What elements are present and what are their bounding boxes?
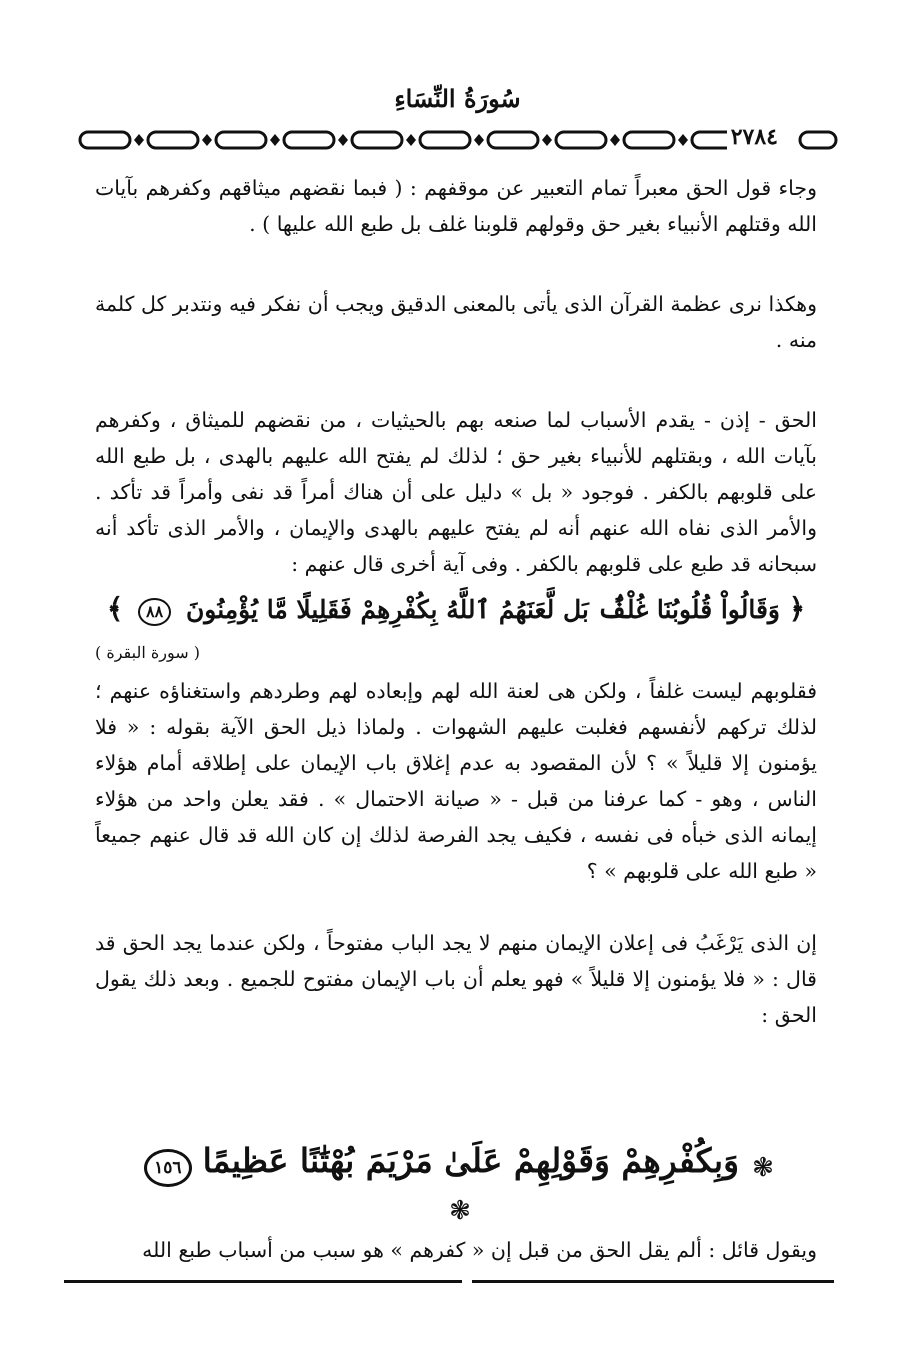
- paragraph-2: وهكذا نرى عظمة القرآن الذى يأتى بالمعنى الدقيق ويجب أن نفكر فيه ونتدبر كل كلمة منه .: [95, 292, 817, 352]
- surah-reference: ( سورة البقرة ): [95, 643, 200, 662]
- spacer: [95, 889, 817, 925]
- paragraph-4: فقلوبهم ليست غلفاً ، ولكن هى لعنة الله لهم وإبعاده لهم وطردهم واستغناؤه عنهم ؛ لذلك تركهم لأنفسهم فغلبت عليهم الشهوات . ولماذا ذيل الحق الآية بقوله : « فلا يؤمنون إلا قليلاً » ؟ لأن المقصود به عدم إغلاق باب الإيمان على إطلاقه أمام هؤلاء الناس ، وهو - كما عرفنا من قبل - « صيانة الاحتمال » . فقد يعلن واحد من هؤلاء إيمانه الذى خبأه فى نفسه ، فكيف يجد الفرصة لذلك إن كان الله قد قال عنهم جميعاً « طبع الله على قلوبهم » ؟: [95, 679, 817, 883]
- paragraph-1: وجاء قول الحق معبراً تمام التعبير عن موقفهم : ( فبما نقضهم ميثاقهم وكفرهم بآيات الله وقتلهم الأنبياء بغير حق وقولهم قلوبنا غلف بل طبع الله عليها ) .: [95, 176, 817, 236]
- spacer: [95, 358, 817, 402]
- chain-ornament: [78, 126, 838, 154]
- quran-verse-baqarah: [95, 586, 817, 633]
- quran-verse-156: [120, 1126, 800, 1226]
- main-text: [95, 170, 817, 1033]
- footer-rule-break: [462, 1279, 472, 1284]
- verse-156-text: وَبِكُفْرِهِمْ وَقَوْلِهِمْ عَلَىٰ مَرْيَمَ بُهْتَٰنًا عَظِيمًا: [202, 1141, 740, 1180]
- paragraph-5: إن الذى يَرْغَبُ فى إعلان الإيمان منهم لا يجد الباب مفتوحاً ، ولكن عندما يجد الحق قد قال : « فلا يؤمنون إلا قليلاً » فهو يعلم أن باب الإيمان مفتوح للجميع . وبعد ذلك يقول الحق :: [95, 931, 817, 1027]
- header-decorative-chain: [78, 126, 838, 154]
- verse-bracket-open: ﴿: [788, 592, 806, 625]
- footer-rule: [64, 1280, 834, 1283]
- ornament-right-icon: ❃: [752, 1152, 774, 1183]
- verse-bracket-close: ﴾: [106, 592, 124, 625]
- spacer: [95, 242, 817, 286]
- verse-156-number-badge: ١٥٦: [144, 1149, 191, 1187]
- paragraph-6: ويقول قائل : ألم يقل الحق من قبل إن « كفرهم » هو سبب من أسباب طبع الله: [142, 1238, 817, 1262]
- verse-text: وَقَالُواْ قُلُوبُنَا غُلْفٌۢ بَل لَّعَنَهُمُ ٱللَّهُ بِكُفْرِهِمْ فَقَلِيلًا مَّا يُؤْمِنُونَ: [185, 595, 780, 624]
- page-number: ٢٧٨٤: [727, 124, 782, 150]
- surah-title: سُورَةُ النِّسَاءِ: [394, 84, 521, 113]
- ornament-left-icon: ❃: [449, 1196, 471, 1226]
- paragraph-3: الحق - إذن - يقدم الأسباب لما صنعه بهم بالحيثيات ، من نقضهم للميثاق ، وكفرهم بآيات الله ، وبقتلهم للأنبياء بغير حق ؛ لذلك لم يفتح الله عليهم بالهدى ، بل طبع الله على قلوبهم بالكفر . فوجود « بل » دليل على أن هناك أمراً قد نفى وأمراً قد تأكد . والأمر الذى نفاه الله عنهم أنه لم يفتح عليهم بالهدى والإيمان ، والأمر الذى تأكد أنه سبحانه قد طبع على قلوبهم بالكفر . وفى آية أخرى قال عنهم :: [95, 408, 817, 576]
- verse-number-badge: ٨٨: [138, 598, 171, 626]
